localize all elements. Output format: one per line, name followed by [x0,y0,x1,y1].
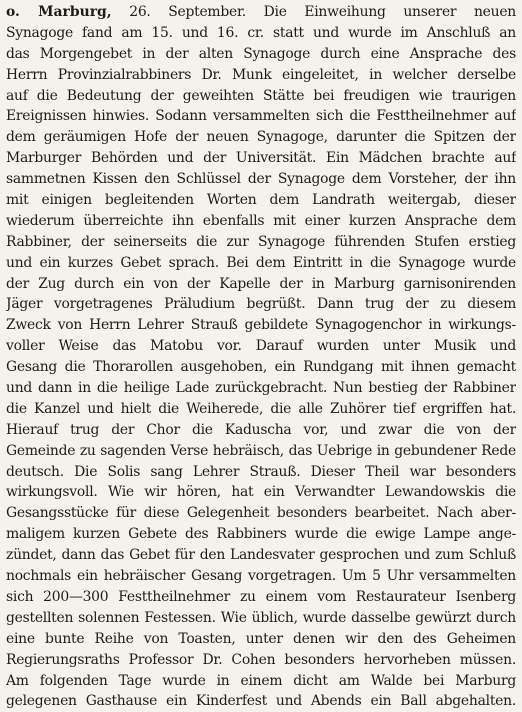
article-line: gelegenen Gasthause ein Kinderfest und Abends ein Ball abgehalten. [6,693,516,710]
article-line: Rabbiner, der seinerseits die zur Synagoge führenden Stufen erstieg [6,233,516,250]
article-line: sammetnen Kissen den Schlüssel der Synagoge dem Vorsteher, der ihn [6,171,516,188]
article-line: sich 200—300 Festtheilnehmer zu einem vom Restaurateur Isenberg [6,588,516,605]
article-line: Herrn Provinzialrabbiners Dr. Munk eingeleitet, in welcher derselbe [6,66,516,83]
article-line: Am folgenden Tage wurde in einem dicht am Walde bei Marburg [6,672,516,689]
article-first-line-text: 26. September. Die Einweihung unserer neuen [129,4,516,20]
article-line: Ereignissen hinwies. Sodann versammelten sich die Festtheilnehmer auf [6,108,516,125]
article-line: und ein kurzes Gebet sprach. Bei dem Eintritt in die Synagoge wurde [6,254,516,271]
article-line: die Kanzel und hielt die Weiherede, die alle Zuhörer tief ergriffen hat. [6,400,516,417]
article-line: nochmals ein hebräischer Gesang vorgetragen. Um 5 Uhr versammelten [6,568,516,585]
article-line: Hierauf trug der Chor die Kaduscha vor, und zwar die von der [6,421,516,438]
article-line: mit einigen begleitenden Worten dem Landrath weitergab, dieser [6,192,516,209]
article-line: Gesangsstücke für diese Gelegenheit besonders bearbeitet. Nach aber- [6,505,516,522]
article-line: zündet, dann das Gebet für den Landesvater gesprochen und zum Schluß [6,547,516,564]
article-line: Marburger Behörden und der Universität. Ein Mädchen brachte auf [6,150,516,167]
article-line: gestellten solennen Festessen. Wie üblich, wurde dasselbe gewürzt durch [6,609,516,626]
article-line: Gemeinde zu sagenden Verse hebräisch, das Uebrige in gebundener Rede [6,442,516,459]
article-line: wirkungsvoll. Wie wir hören, hat ein Verwandter Lewandowskis die [6,484,516,501]
article-line: und dann in die heilige Lade zurückgebracht. Nun bestieg der Rabbiner [6,380,516,397]
article-line: wiederum überreichte ihn ebenfalls mit einer kurzen Ansprache dem [6,212,516,229]
article-dateline: o. Marburg, [6,4,112,20]
article-line: maligem kurzen Gebete des Rabbiners wurde die ewige Lampe ange- [6,526,516,543]
article-line: der Zug durch ein von der Kapelle der in Marburg garnisonirenden [6,275,516,292]
article-line: deutsch. Die Solis sang Lehrer Strauß. Dieser Theil war besonders [6,463,516,480]
article-line: dem geräumigen Hofe der neuen Synagoge, darunter die Spitzen der [6,129,516,146]
article-line: voller Weise das Matobu vor. Darauf wurden unter Musik und [6,338,516,355]
article-line: Jäger vorgetragenes Präludium begrüßt. Dann trug der zu diesem [6,296,516,313]
article-first-line [6,2,516,23]
article-line: Regierungsraths Professor Dr. Cohen besonders hervorheben müssen. [6,651,516,668]
article-body [6,23,516,712]
article-line: eine bunte Reihe von Toasten, unter denen wir den des Geheimen [6,630,516,647]
article-line: Zweck von Herrn Lehrer Strauß gebildete Synagogenchor in wirkungs- [6,317,516,334]
article-line: Gesang die Thorarollen ausgehoben, ein Rundgang mit ihnen gemacht [6,359,516,376]
article-line: das Morgengebet in der alten Synagoge durch eine Ansprache des [6,45,516,62]
article-line: auf die Bedeutung der geweihten Stätte bei freudigen wie traurigen [6,87,516,104]
article-line: Synagoge fand am 15. und 16. cr. statt und wurde im Anschluß an [6,24,516,41]
